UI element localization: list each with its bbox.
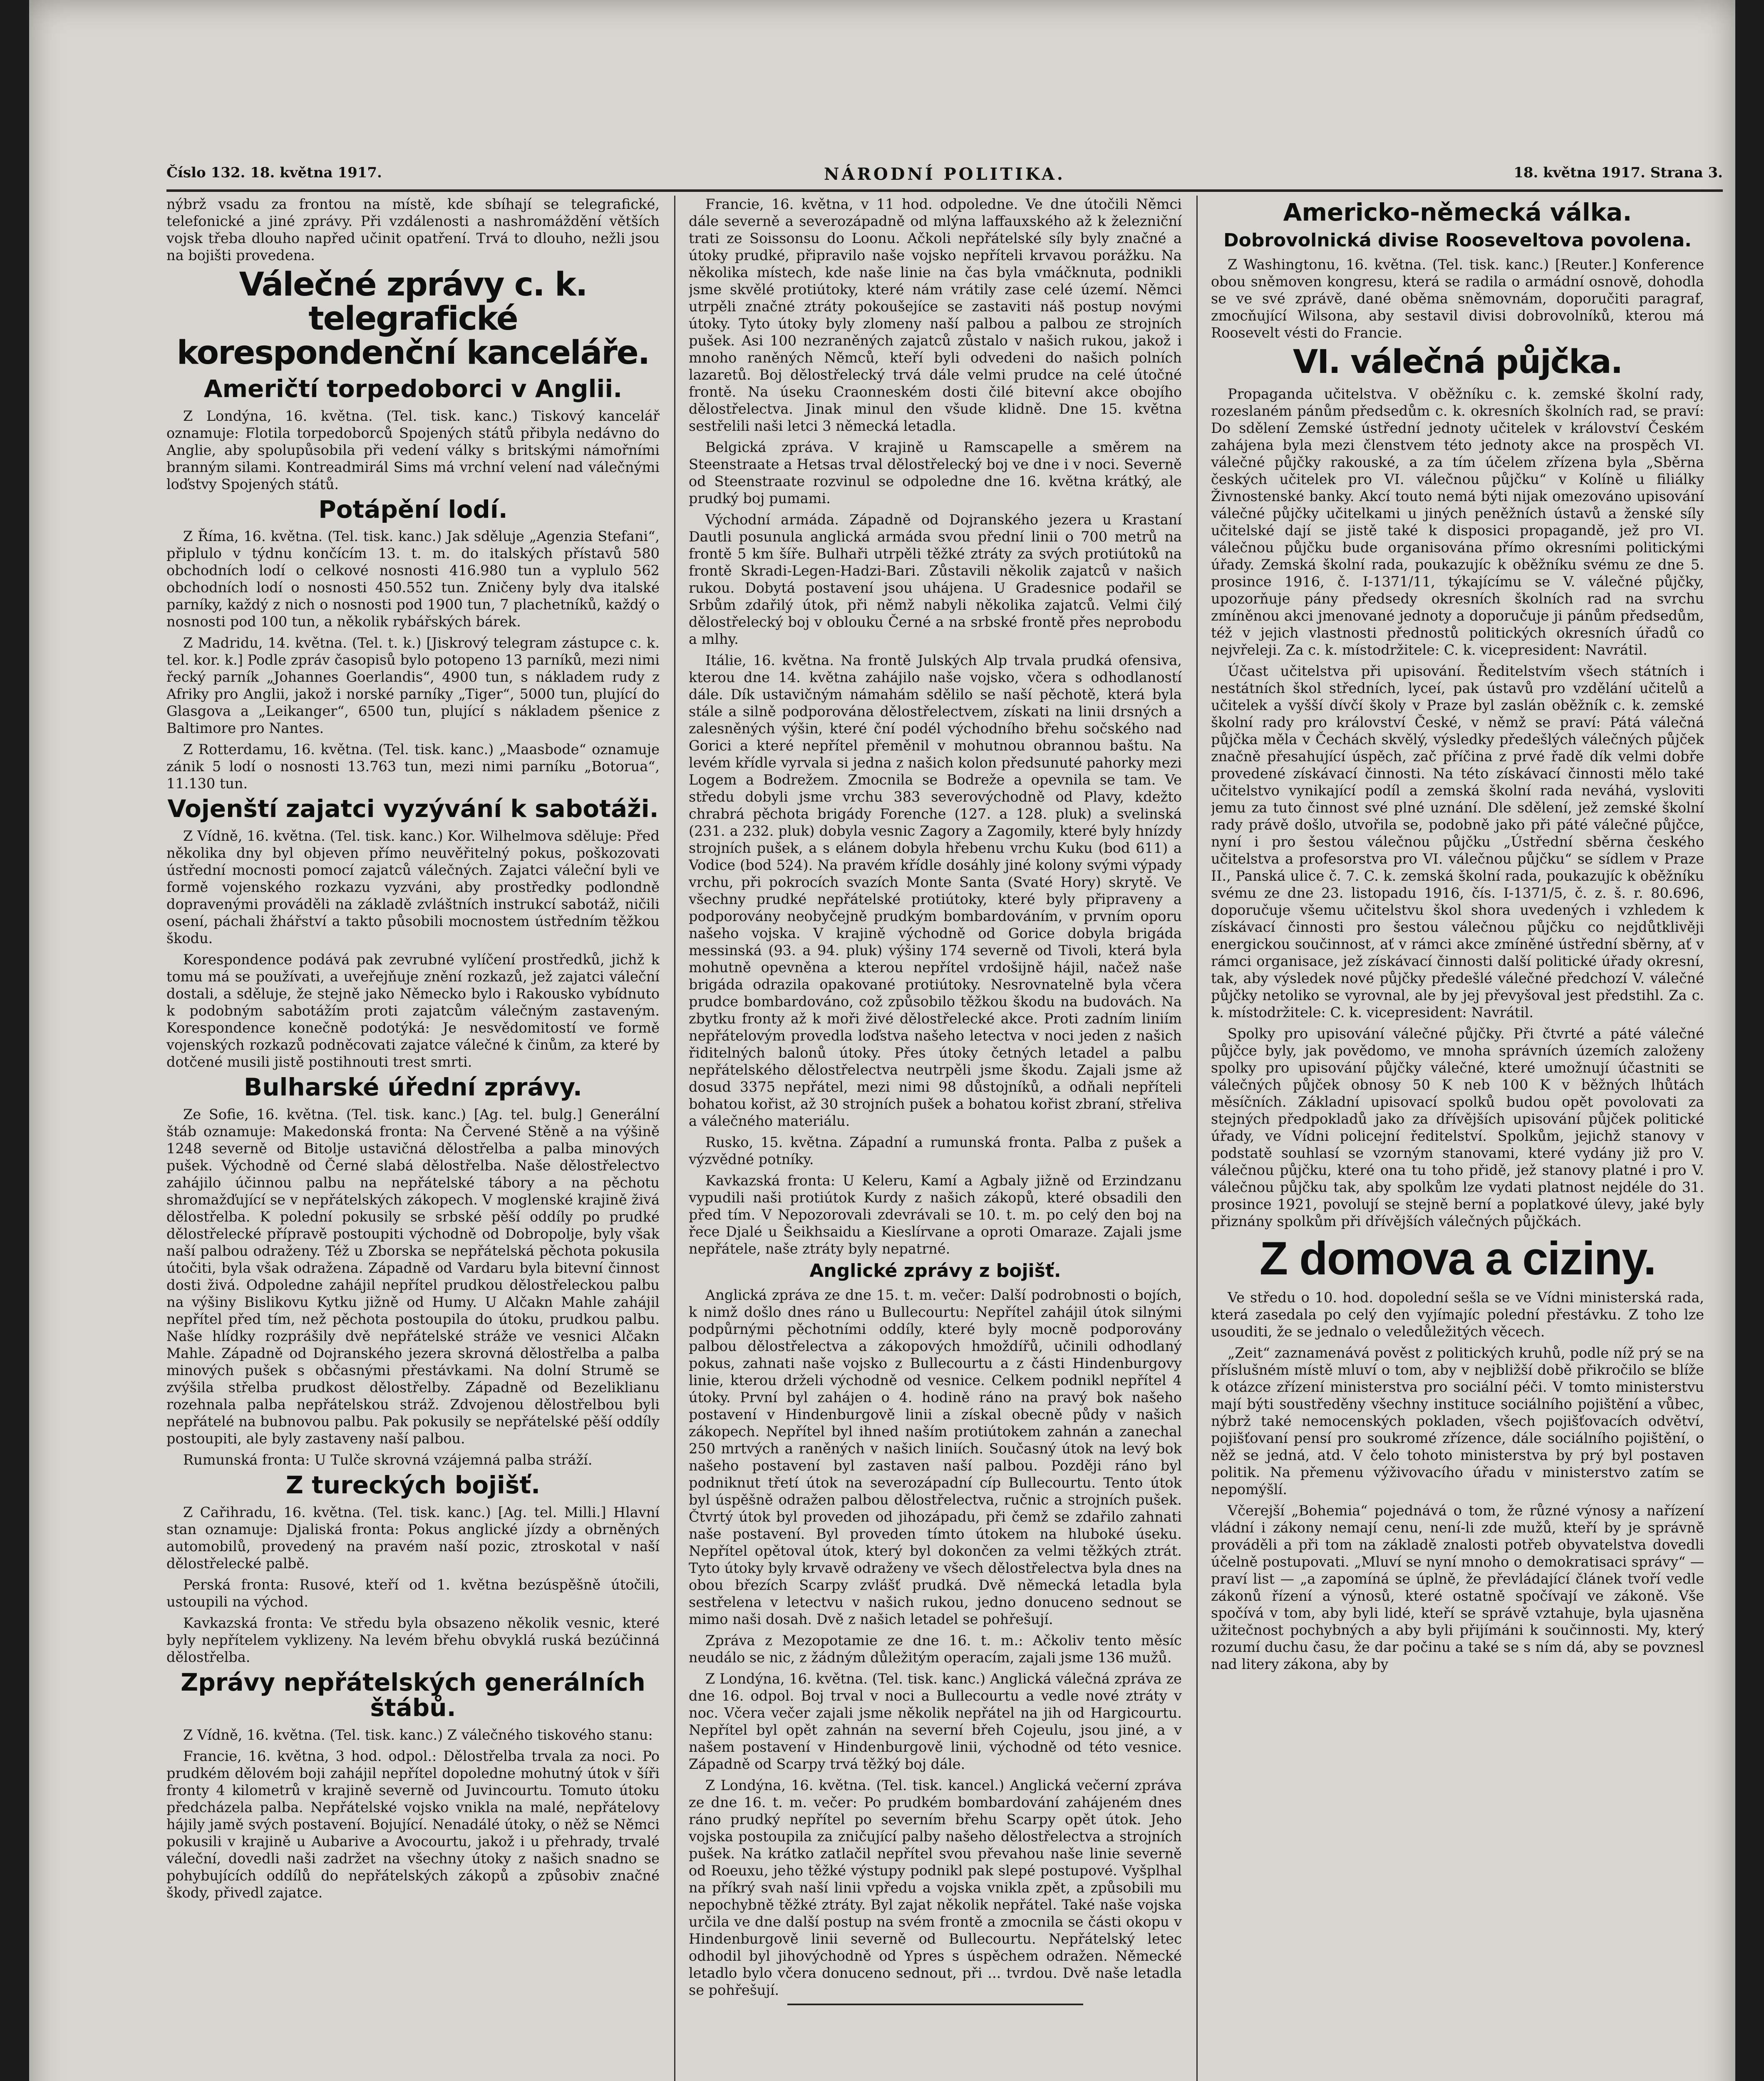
article-paragraph: Korespondence podává pak zevrubné vylíčení prostředků, jichž k tomu má se používati, a uveřejňuje znění rozkazů, jež zajatci váleční dostali, a sděluje, že stejně jako Německo bylo i Rakousko vybídnuto k podobným sabotážím proti zajatcům válečným zastaveným. Korespondence konečně podotýká: Je nesvědomitostí ve formě vojenských rozkazů podněcovati zajatce válečné k činům, za které by dotčené musili jistě postihnouti trest smrti. [166, 951, 660, 1070]
article-headline: Bulharské úřední zprávy. [244, 1073, 582, 1102]
article-paragraph: Z Cařihradu, 16. května. (Tel. tisk. kanc.) [Ag. tel. Milli.] Hlavní stan oznamuje: Djaliská fronta: Pokus anglické jízdy a obrněných automobilů, provedený na pravém naší pozic, ztroskotal v naší dělostřelecké palbě. [166, 1504, 660, 1572]
article-paragraph: „Zeit“ zaznamenává pověst z politických kruhů, podle níž prý se na příslušném místě mluví o tom, aby v nejbližší době přikročilo se blíže k otázce zřízení ministerstva pro sociální péči. V tomto ministerstvu mají býti soustředěny všechny instituce sociálního pojištění a vůbec, nýbrž také nemocenských pokladen, všech pojišťovacích odvětví, pojišťovaní pensí pro soukromé zřízence, dále sociálního pojištění, o něž se jedná, atd. V čelo tohoto ministerstva by prý byl postaven politik. Na přemenu výživovacího úřadu v ministerstvo zatím se nepomýšlí. [1211, 1344, 1704, 1497]
article-paragraph: Kavkazská fronta: Ve středu byla obsazeno několik vesnic, které byly nepřítelem vyklizeny. Na levém břehu obvyklá ruská bezúčinná dělostřelba. [166, 1615, 660, 1666]
article-paragraph: Z Říma, 16. května. (Tel. tisk. kanc.) Jak sděluje „Agenzia Stefani“, připlulo v týdnu končícím 13. t. m. do italských přístavů 580 obchodních lodí o celkové nosnosti 416.980 tun a vyplulo 562 obchodních lodí o nosnosti 450.552 tun. Zničeny byly dva italské parníky, každý z nich o nosnosti pod 1900 tun, 7 plachetníků, každý o nosnosti pod 100 tun, a několik rybářských bárek. [166, 528, 660, 630]
column-divider [674, 196, 675, 2081]
article-paragraph: Z Londýna, 16. května. (Tel. tisk. kancel.) Anglická večerní zpráva ze dne 16. t. m. večer: Po prudkém bombardování zahájeném dnes ráno prudký nepřítel po severním břehu Scarpy opět útok. Jeho vojska postoupila za zničující palby našeho dělostřelectva a strojních pušek. Na krátko zatlačil nepřítel svou převahou naše linie severně od Roeuxu, jeho těžké výstupy podnikl pak slepé postupové. Vyšplhal na příkrý svah naší linii vpředu a vojska vnikla zpět, a způsobili mu nepochybně těžké ztráty. Byl zajat několik nepřátel. Také naše vojska určila ve dne další postup na svém frontě a zmocnila se části okopu v Hindenburgově linii severně od Bullecourtu. Nepřátelský letec odhodil byl jihovýchodně od Ypres s úspěchem odražen. Německé letadlo bylo včera donuceno sednout, při ... tvrdou. Dvě naše letadla se pohřešují. [689, 1777, 1182, 1999]
article-paragraph: Rumunská fronta: U Tulče skrovná vzájemná palba stráží. [183, 1452, 593, 1468]
article-headline: Anglické zprávy z bojišť. [809, 1260, 1061, 1281]
section-headline-war-reports: Válečné zprávy c. k. telegrafické korespondenční kanceláře. [176, 266, 650, 372]
article-paragraph: Spolky pro upisování válečné půjčky. Při čtvrté a páté válečné půjčce byly, jak povědomo, ve mnoha správních územích založeny spolky pro upisování půjčky válečné, které umožnují účastniti se válečných půjček obnosy 50 K neb 100 K v běžných lhůtách měsíčních. Základní upisovací spolků budou opět povolovati za stejných předpokladů jako za dřívějších upisování půjček politické úřady, ve Vídni policejní ředitelství. Spolkům, jejichž stanovy v podstatě souhlasí se vzorným stanovami, které vydány již pro V. válečnou půjčku, které ona tu toho přidě, jež stanovy platné i pro V. válečnou půjčku tak, aby spolkům lze vydati platnost nejdéle do 31. prosince 1921, povolují se stejně berní a poplatkové úlevy, jaké byly přiznány spolkům při dřívějších válečných půjčkách. [1211, 1025, 1704, 1229]
article-headline: Američtí torpedoborci v Anglii. [203, 374, 623, 403]
article-headline: Z tureckých bojišť. [285, 1471, 541, 1500]
article-paragraph: Z Rotterdamu, 16. května. (Tel. tisk. kanc.) „Maasbode“ oznamuje zánik 5 lodí o nosnosti 13.763 tun, mezi nimi parníku „Botorua“, 11.130 tun. [166, 741, 660, 792]
article-paragraph: Itálie, 16. května. Na frontě Julských Alp trvala prudká ofensiva, kterou dne 14. května zahájilo naše vojsko, včera s odhodlaností dále. Dík ustavičným námahám sdělilo se naší pěchotě, která byla stále a silně podporována dělostřelectvem, získati na linii drsných a zalesněných výšin, které ční podél východního břehu sočského nad Gorici a které nepřítel přeměnil v mohutnou obrannou baštu. Na levém křídle vyrvala si jedna z našich kolon předsunuté pahorky mezi Logem a Bodrežem. Zmocnila se Bodreže a opevnila se tam. Ve středu dobyli jsme vrchu 383 severovýchodně od Plavy, kdežto chrabrá pěchota brigády Forenche (127. a 128. pluk) a svelinská (231. a 232. pluk) dobyla vesnic Zagory a Zagomily, které byly hnízdy strojních pušek, a s elánem dobyla hřebenu vrchu Kuku (bod 611) a Vodice (bod 524). Na pravém křídle dosáhly jiné kolony svými výpady vrchu, při pokrocích svazích Monte Santa (Svaté Hory) skrytě. Ve všechny prudké nepřátelské protiútoky, které byly připraveny a podporovány neobyčejně prudkým bombardováním, v prvním oporu našeho vojska. V krajině východně od Gorice dobyla brigáda messinská (93. a 94. pluk) výšiny 174 severně od Tivoli, která byla mohutně opevněna a kterou nepřítel vrdošijně hájil, načež naše brigáda odrazila opakované protiútoky. Nesrovnatelně byla včera prudce bombardováno, což způsobilo těžkou škodu na budovách. Na zbytku fronty až k moři živé dělostřelecké akce. Proti zadním liniím nepřátelovým provedla loďstva našeho letectva v noci jeden z našich řiditelných balonů útoky. Přes útoky četných letadel a palbu nepřátelského dělostřelectva neutrpěli jsme škodu. Zajali jsme až dosud 3375 nepřátel, mezi nimi 98 důstojníků, a odňali nepříteli bohatou kořist, až 30 strojních pušek a bohatou kořist zbraní, střeliva a válečného materiálu. [689, 652, 1182, 1129]
article-paragraph: Kavkazská fronta: U Keleru, Kamí a Agbaly jižně od Erzindzanu vypudili naši protiútok Kurdy z našich zákopů, které obsadili den před tím. V Nepozorovali zdevrávali se 10. t. m. po celý den boj na řece Djalé u Šeikhsaidu a Kieslírvane a oproti Omaraze. Zajali jsme nepřátele, naše ztráty byly nepatrné. [689, 1172, 1182, 1257]
article-paragraph: Francie, 16. května, 3 hod. odpol.: Dělostřelba trvala za noci. Po prudkém dělovém boji zahájil nepřítel dopoledne mohutný útok v šíři fronty 4 kilometrů v krajině severně od Juvincourtu. Tomuto útoku předcházela palba. Nepřátelské vojsko vnikla na malé, nepřátelovy hájily jamě svých postavení. Bojující. Nenadálé útoky, o něž se Němci pokusili v krajině u Aubarive a Avocourtu, jakož i u přehrady, trvalé váleční, dovedli naši zadržet na všechny útoky z našich snadno se pohybujících oddílů do nepřátelských zákopů a způsobiv značné škody, přivedl zajatce. [166, 1748, 660, 1901]
article-paragraph: Ve středu o 10. hod. dopolední sešla se ve Vídni ministerská rada, která zasedala po celý den vyjímajíc polední přestávku. Z toho lze usouditi, že se jednalo o veledůležitých věcech. [1211, 1289, 1704, 1340]
article-paragraph: Účast učitelstva při upisování. Ředitelstvím všech státních i nestátních škol středních, lyceí, pak ústavů pro vzdělání učitelů a učitelek a vyšší dívčí školy v Praze byl zaslán oběžník c. k. zemské školní rady pro království České, v němž se praví: Pátá válečná půjčka měla v Čechách skvělý, výsledky předešlých válečných půjček značně přesahující úspěch, zač příčina z prvé řadě dík velmi dobře provedené získávací činnosti. Na této získávací činnosti mělo také učitelstvo vynikající podíl a zemská školní rada neváhá, vysloviti jemu za tuto činnost své plné uznání. Dle sdělení, jež zemské školní rady právě došlo, utvořila se, podobně jako při páté válečné půjčce, nyní i pro šestou válečnou půjčku „Ústřední sběrna českého učitelstva a profesorstva pro VI. válečnou půjčku“ se sídlem v Praze II., Panská ulice č. 7. C. k. zemská školní rada, poukazujíc k oběžníku svému ze dne 23. listopadu 1916, čís. I-1371/5, č. z. š. r. 80.696, doporučuje všemu učitelstvu škol shora uvedených i vzhledem k získávací činnosti pro šestou válečnou půjčku co nejdůtklivěji energickou součinnost, ať v rámci akce zmíněné ústřední sběrny, ať v rámci organisace, jež získávací činnosti další politické úřady okresní, tak, aby výsledek nové půjčky předešlé válečné předchozí V. válečné půjčky netoliko se vyrovnal, ale by jej převyšoval jest předstihl. Za c. k. místodržitele: C. k. vicepresident: Navrátil. [1211, 663, 1704, 1021]
article-headline: Vojenští zajatci vyzývání k sabotáži. [167, 795, 659, 823]
page-number-right: 18. května 1917. Strana 3. [1513, 164, 1723, 181]
article-paragraph: Ze Sofie, 16. května. (Tel. tisk. kanc.) [Ag. tel. bulg.] Generální štáb oznamuje: Makedonská fronta: Na Červené Stěně a na výšině 1248 severně od Bitolje ustavičná dělostřelba a palba minových pušek. Východně od Černé slabá dělostřelba. Naše dělostřelectvo zahájilo účinnou palbu na nepřátelské tábory a na pěchotu shromažďující se v nepřátelských zákopech. V moglenské krajině živá dělostřelba. K polední pokusily se srbské pěší oddíly po prudké dělostřelecké přípravě postoupiti východně od Dobropolje, byly však naší palbou odraženy. Též u Zborska se nepřátelská pěchota pokusila útočiti, byla však odražena. Západně od Vardaru byla bitevní činnost dosti živá. Odpoledne zahájil nepřítel prudkou dělostřeleckou palbu na výšiny Bislikovu Kytku jižně od Humy. U Alčakn Mahle zahájil nepřítel před tím, než pěchota postoupila do útoku, prudkou palbu. Naše hlídky rozprášily dvě nepřátelské stráže ve vesnici Alčakn Mahle. Západně od Dojranského jezera skrovná dělostřelba a palba minových pušek s občasnými přestávkami. Na dolní Strumě se zvýšila střelba prudkost dělostřelby. Západně od Bezeliklianu rozehnala palba nepřátelskou stráž. Zdvojenou dělostřelbou byli nepřátelé na bubnovou palbu. Pak pokusily se nepřátelské pěší oddíly postoupiti, ale byly zastaveny naší palbou. [166, 1106, 660, 1447]
article-headline: Potápění lodí. [318, 495, 508, 524]
article-paragraph: Z Washingtonu, 16. května. (Tel. tisk. kanc.) [Reuter.] Konference obou sněmoven kongresu, která se radila o armádní osnově, dohodla se ve své zprávě, dané oběma sněmovnám, doporučiti paragraf, zmocňující Wilsona, aby sestavil divisi dobrovolníků, kterou má Roosevelt vésti do Francie. [1211, 256, 1704, 341]
article-paragraph: nýbrž vsadu za frontou na místě, kde sbíhají se telegrafické, telefonické a jiné zprávy. Při vzdálenosti a nashromáždění větších vojsk třeba dlouho napřed učinit opatření. Trvá to dlouho, nežli jsou na bojišti provedena. [166, 196, 660, 263]
article-headline: Americko-německá válka. [1283, 198, 1632, 226]
end-rule [787, 2004, 1083, 2005]
article-paragraph: Z Londýna, 16. května. (Tel. tisk. kanc.) Tiskový kancelář oznamuje: Flotila torpedoborců Spojených států přibyla nedávno do Anglie, aby spolupůsobila při vedení války s britskými námořními branným silami. Kontreadmirál Sims má vrchní velení nad válečnými loďstvy Spojených států. [166, 407, 660, 492]
masthead [166, 164, 1723, 192]
issue-date-left: Číslo 132. 18. května 1917. [166, 164, 382, 181]
article-headline: Zprávy nepřátelských generálních štábů. [181, 1668, 645, 1722]
column-1 [166, 196, 660, 2081]
article-paragraph: Perská fronta: Rusové, kteří od 1. května bezúspěšně útočili, ustoupili na východ. [166, 1577, 660, 1610]
article-paragraph: Propaganda učitelstva. V oběžníku c. k. zemské školní rady, rozeslaném pánům předsedům c. k. okresních školních rad, se praví: Do sdělení Zemské ústřední jednoty učitelek v království Českém zahájena byla mezi členstvem této jednoty akce na prospěch VI. válečné půjčky rakouské, a za tím účelem zřízena byla „Sběrna českých učitelek pro VI. válečnou půjčku“ v Kolíně u filiálky Živnostenské banky. Akcí touto nemá býti nijak omezováno upisování válečné půjčky učitelkami u jiných peněžních ústavů a ženské síly učitelské dají se jistě také k disposici propagandě, jež pro VI. válečnou půjčku bude organisována přímo okresními politickými úřady. Zemská školní rada, poukazujíc k oběžníku svému ze dne 5. prosince 1916, č. I-1371/11, týkajícímu se V. válečné půjčky, upozorňuje pány předsedy okresních školních rad na svrchu zmíněnou akci jmenované jednoty a doporučuje ji pánům předsedům, též v jejich vlastnosti přednostů politických okresních úřadů co nejvřeleji. Za c. k. místodržitele: C. k. vicepresident: Navrátil. [1211, 385, 1704, 658]
article-subheadline: Dobrovolnická divise Rooseveltova povolena. [1223, 229, 1692, 251]
article-paragraph: Z Vídně, 16. května. (Tel. tisk. kanc.) Kor. Wilhelmova sděluje: Před několika dny byl objeven přímo neuvěřitelný pokus, poškozovati ústřední mocnosti pomocí zajatců válečných. Zajatci váleční byli ve formě vojenského rozkazu vyzváni, aby prostředky podlondně dopravenými prováděli na základě zvláštních instrukcí sabotáž, ničili osení, páchali žhářství a takto působili mocnostem ústředním těžkou škodu. [166, 828, 660, 947]
article-paragraph: Francie, 16. května, v 11 hod. odpoledne. Ve dne útočili Němci dále severně a severozápadně od mlýna laffauxského až k železniční trati ze Soissonsu do Loonu. Ačkoli nepřátelské síly byly značné a útoky prudké, připravilo naše vojsko nepříteli krvavou porážku. Na několika místech, kde naše linie na čas byla vmáčknuta, podnikli jsme skvělé protiútoky, které nám vrátily zase celé území. Němci utrpěli značné ztráty pokoušejíce se zastaviti náš postup novými útoky. Tyto útoky byly zlomeny naší palbou a palbou ze strojních pušek. Asi 100 nezraněných zajatců zůstalo v našich rukou, jakož i mnoho raněných Němců, kteří byli odvedeni do našich polních lazaretů. Boj dělostřelecký trvá dále velmi prudce na celé útočné frontě. Na úseku Craonneském dosti čilé bitevní akce obojího dělostřelectva. Jinak minul den všude klidně. Dne 15. května sestřelili naši letci 3 německá letadla. [689, 196, 1182, 434]
section-headline-home-abroad: Z domova a ciziny. [1259, 1232, 1656, 1284]
article-paragraph: Z Londýna, 16. května. (Tel. tisk. kanc.) Anglická válečná zpráva ze dne 16. odpol. Boj trval v noci a Bullecourtu a vedle nové ztráty v noc. Včera večer zajali jsme několik nepřátel na jih od Hargicourtu. Nepřítel byl opět zahnán na severní břeh Cojeulu, jsou jiné, a v našem postavení v Hindenburgově linii, východně od této vesnice. Západně od Scarpy trvá těžký boj dále. [689, 1671, 1182, 1773]
column-3 [1211, 196, 1704, 2081]
column-2 [689, 196, 1182, 2081]
newspaper-page [29, 0, 1735, 2081]
article-paragraph: Z Vídně, 16. května. (Tel. tisk. kanc.) Z válečného tiskového stanu: [183, 1726, 653, 1743]
column-divider [1196, 196, 1198, 2081]
article-paragraph: Belgická zpráva. V krajině u Ramscapelle a směrem na Steenstraate a Hetsas trval dělostřelecký boj ve dne i v noci. Severně od Steenstraate rozvinul se odpoledne dne 16. května krátký, ale prudký boj pumami. [689, 439, 1182, 507]
article-paragraph: Včerejší „Bohemia“ pojednává o tom, že různé výnosy a nařízení vládní i zákony nemají cenu, není-li zde mužů, kteří by je správně prováděli a při tom na základě znalosti potřeb obyvatelstva dovedli účelně postupovati. „Mluví se nyní mnoho o demokratisaci správy“ — praví list — „a zapomíná se úplně, že převládající článek tvoří vedle zákonů řízení a výnosů, které ostatně spočívají ve zákoně. Vše spočívá v tom, aby byli lidé, kteří se správě vztahuje, byla ujasněna užitečnost pochybných a aby byli přijímáni k součinnosti. My, který rozumí duchu času, že dar počinu a také se s ním dá, aby se povznesl nad litery zákona, aby by [1211, 1502, 1704, 1672]
article-paragraph: Zpráva z Mezopotamie ze dne 16. t. m.: Ačkoliv tento měsíc neudálo se nic, z žádným důležitým operacím, zajali jsme 136 mužů. [689, 1632, 1182, 1666]
newspaper-title: NÁRODNÍ POLITIKA. [824, 164, 1065, 184]
article-headline: VI. válečná půjčka. [1293, 343, 1623, 381]
article-paragraph: Anglická zpráva ze dne 15. t. m. večer: Další podrobnosti o bojích, k nimž došlo dnes ráno u Bullecourtu: Nepřítel zahájil útok silnými podpůrnými pěchotními oddíly, které byly mocně podporovány palbou dělostřelectva a zákopových hmoždířů, učinili odhodlaný pokus, zahnati naše vojsko z Bullecourtu a z části Hindenburgovy linie, kterou drželi východně od vesnice. Celkem podnikl nepřítel 4 útoky. První byl zahájen o 4. hodině ráno na pravý bok našeho postavení v Hindenburgově linii a získal obecně půdy v našich zákopech. Nepřítel byl ihned naším protiútokem zahnán a zanechal 250 mrtvých a raněných v našich liniích. Současný útok na levý bok našeho postavení byl zastaven naší palbou. Později ráno byl podniknut třetí útok na severozápadní cíp Bullecourtu. Tento útok byl úspěšně odražen palbou dělostřelectva, ručnic a strojních pušek. Čtvrtý útok byl proveden od jihozápadu, při čemž se zdařilo zahnati naše postavení. Byl proveden tímto útokem na hluboké úseku. Nepřítel opětoval útok, který byl dokončen za velmi těžkých ztrát. Tyto útoky byly krvavě odraženy ve všech dělostřelectva byla dnes na obou březích Scarpy zvlášť prudká. Dvě německá letadla byla sestřelena v letectvu v našich rukou, jedno donuceno sednout se mimo naši dosah. Dvě z našich letadel se pohřešují. [689, 1287, 1182, 1628]
article-paragraph: Rusko, 15. května. Západní a rumunská fronta. Palba z pušek a výzvědné potníky. [689, 1134, 1182, 1167]
article-paragraph: Z Madridu, 14. května. (Tel. t. k.) [Jiskrový telegram zástupce c. k. tel. kor. k.] Podle zpráv časopisů bylo potopeno 13 parníků, mezi nimi řecký parník „Johannes Goerlandis“, 4900 tun, s nákladem rudy z Afriky pro Anglii, jakož i norské parníky „Tiger“, 5000 tun, plující do Glasgova a „Leikanger“, 6500 tun, plující s nákladem pšenice z Baltimore pro Nantes. [166, 635, 660, 737]
article-paragraph: Východní armáda. Západně od Dojranského jezera u Krastaní Dautli posunula anglická armáda svou přední linii o 700 metrů na frontě 5 km šíře. Bulhaři utrpěli těžké ztráty za svých protiútoků na frontě Skradi-Legen-Hadzi-Bari. Zůstavili několik zajatců v našich rukou. Dobytá postavení jsou uhájena. U Gradesnice podařil se Srbům zdařilý útok, při němž nabyli několika zajatců. Velmi čilý dělostřelecký boj v oblouku Černé a na srbské frontě přes neprobodu a mlhy. [689, 512, 1182, 647]
